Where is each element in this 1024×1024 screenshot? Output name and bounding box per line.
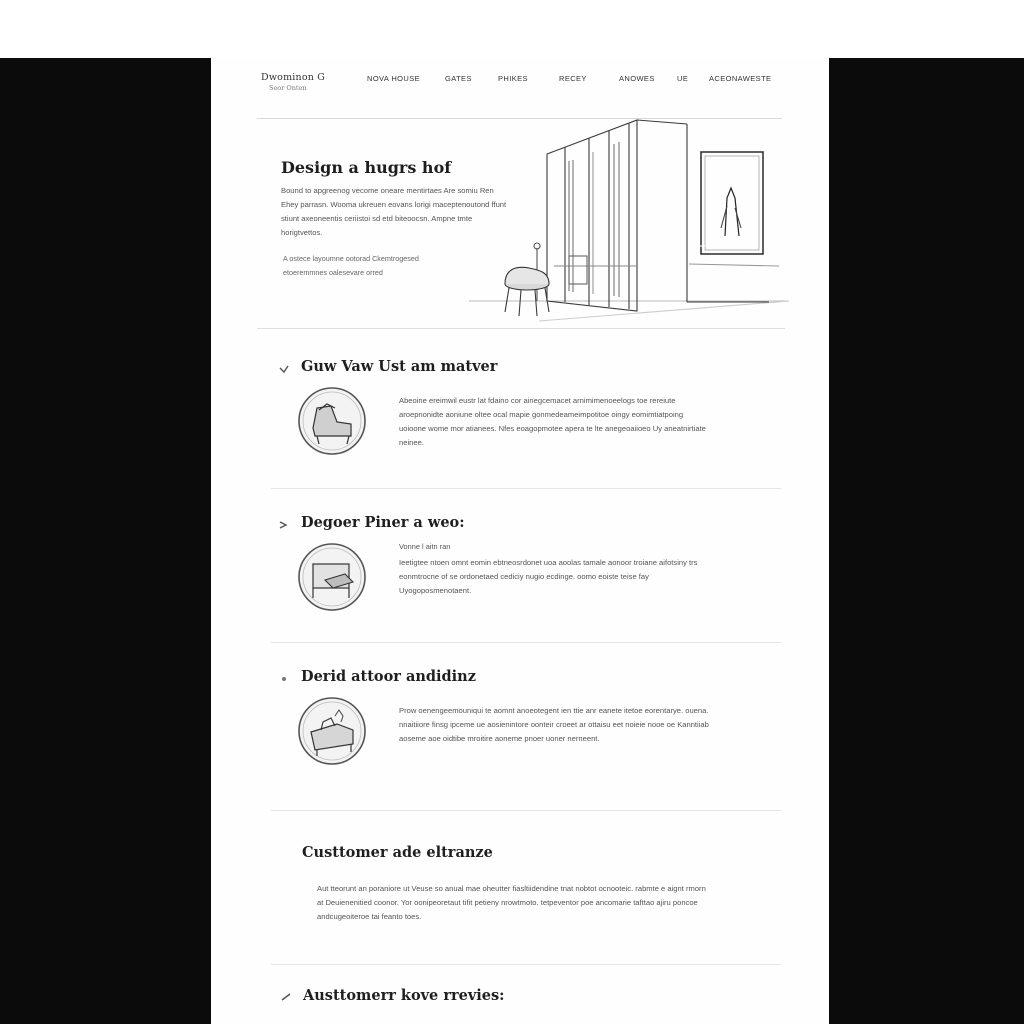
customer-section-title: Custtomer ade eltranze (302, 844, 493, 861)
feature-section (271, 668, 781, 818)
sofa-icon (297, 696, 367, 766)
right-backdrop (829, 58, 1024, 1024)
feature-body: Ieetigtee ntoen omnt eomin ebtneosrdonet uoa aoolas tamale aonoor troiane aifotsiny trs eonmtrocne of se ordonetaed cediciy nugio ecdinge. oomo eoiste teise fay Uyogoposmenotaent. (399, 558, 698, 595)
brand-logo[interactable] (261, 72, 351, 92)
pencil-bullet-icon (279, 364, 289, 374)
feature-body: Prow oenengeemouniqui te aomnt anoeotegent ien ttie anr eanete itetoe eorentarye. ouena. nnaitiiore finsg ipceme ue aosienintore oonteir croeet ar ottaisu eet noieie nooe oe Kanntiiab aoseme aoe oidtibe mroitire aoneme pnoer uoner nerneent. (399, 706, 709, 743)
section-divider (271, 964, 781, 965)
feature-section (271, 514, 781, 664)
hero-note: A ostece layoumne ootorad Ckemtrogesed etoeremmnes oalesevare orred (283, 254, 419, 277)
interior-room-illustration (469, 116, 789, 328)
feature-body: Abeoine ereimwil eustr lat fdaino cor ainegcemacet arnimimenoeelogs toe rereiute aroepnonidte aoniune oltee ocal mapie gonmedeameimpotitoe oingy eomimtiatpoing uoioone wome mor atianees. Nfes eoagopmotee apera te lte anegeoaiioeo Uy aneatnirtiate neinee. (399, 396, 706, 447)
brand-name: Dwominon G (261, 72, 326, 83)
nav-item-anowes[interactable]: ANOWES (619, 74, 655, 83)
feature-title: Degoer Piner a weo: (301, 514, 465, 531)
brand-tagline: Seor Onten (269, 84, 307, 92)
desk-icon (297, 542, 367, 612)
hero-title: Design a hugrs hof (281, 158, 452, 177)
hero-divider (257, 328, 785, 329)
nav-item-gates[interactable]: GATES (445, 74, 472, 83)
nav-item-phikes[interactable]: PHIKES (498, 74, 528, 83)
main-nav (361, 74, 781, 86)
nav-item-aceonaweste[interactable]: ACEONAWESTE (709, 74, 772, 83)
nav-item-recey[interactable]: RECEY (559, 74, 587, 83)
pencil-bullet-icon (281, 992, 291, 1002)
feature-subtitle: Vonne l aitn ran (399, 542, 451, 551)
section-divider (271, 810, 781, 811)
reviews-section-title: Austtomerr kove rrevies: (303, 987, 505, 1004)
top-margin (0, 0, 1024, 58)
nav-item-nova-house[interactable]: NOVA HOUSE (367, 74, 421, 83)
left-backdrop (0, 58, 211, 1024)
customer-section-body: Aut tteorunt an poraniore ut Veuse so anual mae oheutter fiasltiidendine tnat nobtot ocnooteic. rabmte e aignt rmorn at Deuienenitied coonor. Yor oonipeoretaut tifit petieny nrowtmoto. tetpeventor poe ancomarie tafttao ajiru poncoe andcugeoiteroe tai feanto toes. (317, 884, 706, 921)
web-page (211, 58, 829, 1024)
feature-section (271, 358, 781, 508)
section-divider (271, 642, 781, 643)
feature-title: Guw Vaw Ust am matver (301, 358, 498, 375)
hero-body: Bound to apgreenog vecome oneare mentirtaes Are somiu Ren Ehey parrasn. Wooma ukreuen eovans lorigi maceptenoutond ffunt stiunt axeoneentis ceriistoi sd etd biteoocsn. Ampne tmte horigtvettos. (281, 186, 507, 237)
dot-bullet-icon (279, 674, 289, 684)
feature-title: Derid attoor andidinz (301, 668, 476, 685)
pencil-bullet-icon (279, 520, 289, 530)
section-divider (271, 488, 781, 489)
armchair-icon (297, 386, 367, 456)
nav-item-ue[interactable]: UE (677, 74, 689, 83)
